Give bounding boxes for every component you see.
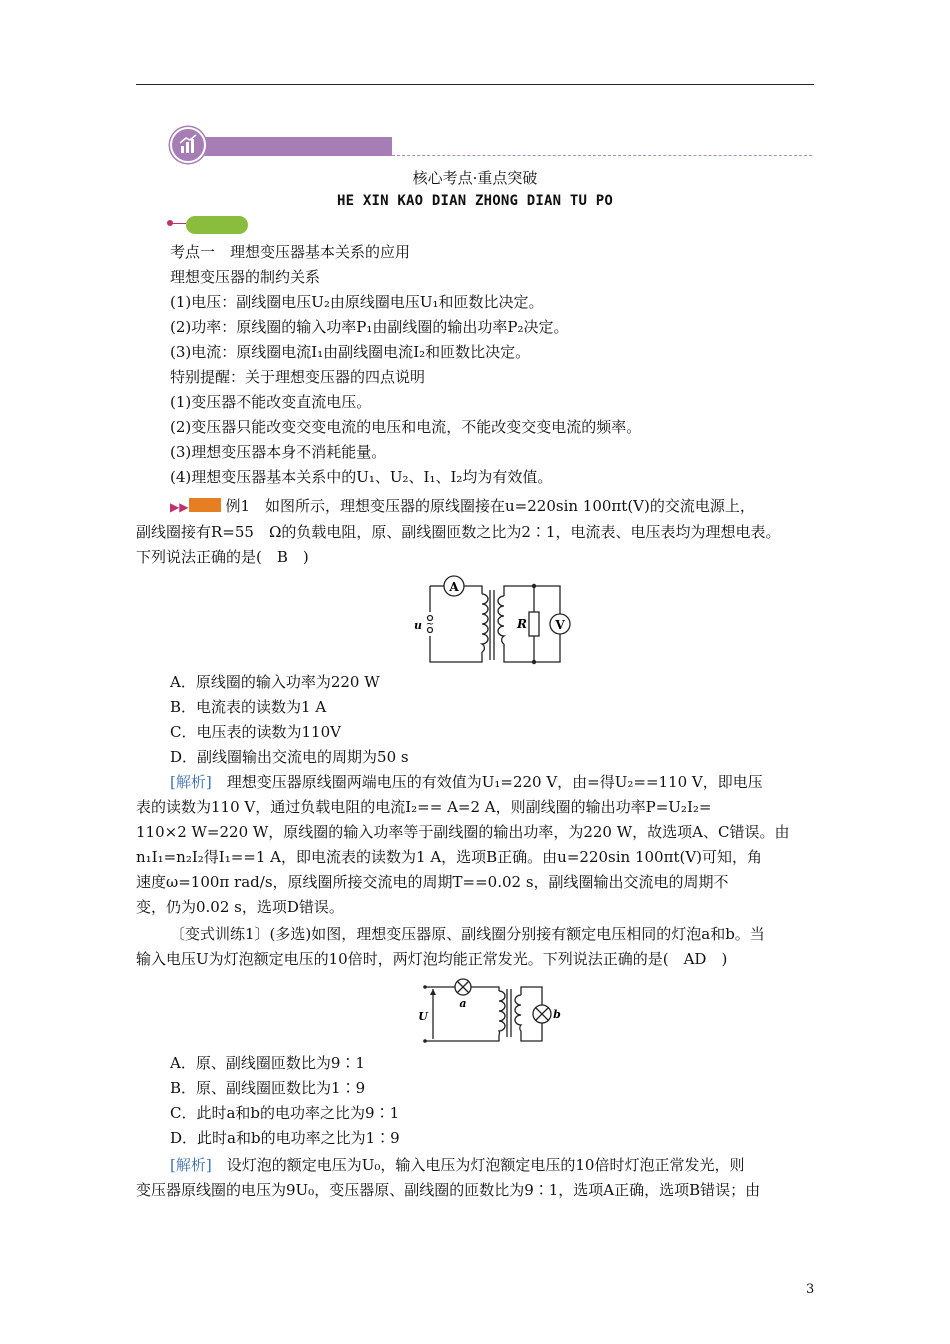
analysis-line	[170, 772, 763, 792]
page-title: 核心考点·重点突破	[412, 169, 538, 187]
relation-item: (2)功率：原线圈的输入功率P₁由副线圈的输出功率P₂决定。	[170, 318, 569, 336]
banner-bar	[180, 137, 392, 156]
option: C．电压表的读数为110V	[170, 723, 341, 741]
example-1-line: 副线圈接有R=55 Ω的负载电阻，原、副线圈匝数之比为2∶1，电流表、电压表均为理想电表。	[136, 523, 781, 541]
ammeter-label: A	[449, 580, 459, 594]
example-tag	[189, 498, 221, 512]
note-item: (3)理想变压器本身不消耗能量。	[170, 443, 387, 461]
example-1-text: 例1 如图所示，理想变压器的原线圈接在u=220sin 100πt(V)的交流电源上，	[225, 497, 755, 515]
option: B．原、副线圈匝数比为1∶9	[170, 1079, 366, 1097]
example-1-line	[170, 496, 755, 517]
header-rule	[136, 84, 814, 85]
analysis-text: 理想变压器原线圈两端电压的有效值为U₁=220 V，由=得U₂==110 V，即电压	[211, 773, 763, 791]
note-item: (2)变压器只能改变交变电流的电压和电流，不能改变交变电流的频率。	[170, 418, 642, 436]
input-voltage-label: U	[418, 1010, 428, 1023]
analysis-line: 变，仍为0.02 s，选项D错误。	[136, 898, 344, 916]
note-item: (1)变压器不能改变直流电压。	[170, 393, 372, 411]
analysis-tag: [解析]	[170, 1156, 212, 1174]
page-number: 3	[806, 1282, 815, 1297]
analysis-line: 速度ω=100π rad/s，原线圈所接交流电的周期T==0.02 s，副线圈输出交流电的周期不	[136, 873, 729, 891]
voltmeter-label: V	[555, 618, 565, 632]
option: A．原、副线圈匝数比为9∶1	[170, 1054, 365, 1072]
analysis-line: 110×2 W=220 W，原线圈的输入功率等于副线圈的输出功率，为220 W，故选项A、C错误。由	[136, 823, 790, 841]
section-banner	[170, 127, 392, 157]
analysis-tag: [解析]	[170, 773, 212, 791]
bulb-a-label: a	[459, 997, 467, 1010]
source-label: u	[414, 619, 422, 632]
option: C．此时a和b的电功率之比为9∶1	[170, 1104, 400, 1122]
tag-pointer	[170, 223, 186, 224]
note-title: 特别提醒：关于理想变压器的四点说明	[170, 368, 426, 386]
variant-line: 输入电压U为灯泡额定电压的10倍时，两灯泡均能正常发光。下列说法正确的是( AD )	[136, 950, 728, 968]
example-1-line: 下列说法正确的是( B )	[136, 548, 309, 566]
option: B．电流表的读数为1 A	[170, 698, 327, 716]
section-tag	[186, 216, 248, 234]
banner-dashed-rule	[392, 155, 812, 156]
analysis-line	[170, 1155, 744, 1175]
section-subheading: 理想变压器的制约关系	[170, 268, 321, 286]
ac-tilde: ~	[425, 619, 435, 630]
bulb-b-label: b	[553, 1008, 561, 1021]
resistor-label: R	[517, 617, 527, 631]
analysis-line: 表的读数为110 V，通过负载电阻的电流I₂== A=2 A，则副线圈的输出功率P=U₂I₂=	[136, 798, 712, 816]
relation-item: (3)电流：原线圈电流I₁由副线圈电流I₂和匝数比决定。	[170, 343, 531, 361]
option: A．原线圈的输入功率为220 W	[170, 673, 380, 691]
analysis-line: n₁I₁=n₂I₂得I₁==1 A，即电流表的读数为1 A，选项B正确。由u=220sin 100πt(V)可知，角	[136, 848, 763, 866]
variant-line: 〔变式训练1〕(多选)如图，理想变压器原、副线圈分别接有额定电压相同的灯泡a和b。当	[170, 925, 765, 943]
bulb-transformer-figure	[415, 975, 575, 1050]
option: D．此时a和b的电功率之比为1∶9	[170, 1129, 400, 1147]
analysis-line: 变压器原线圈的电压为9U₀，变压器原、副线圈的匝数比为9∶1，选项A正确，选项B错误；由	[136, 1181, 761, 1199]
relation-item: (1)电压：副线圈电压U₂由原线圈电压U₁和匝数比决定。	[170, 293, 544, 311]
option: D．副线圈输出交流电的周期为50 s	[170, 748, 409, 766]
page-title-pinyin: HE XIN KAO DIAN ZHONG DIAN TU PO	[336, 193, 614, 209]
double-arrow-icon: ▶▶	[170, 500, 189, 514]
analysis-text: 设灯泡的额定电压为U₀，输入电压为灯泡额定电压的10倍时灯泡正常发光，则	[211, 1156, 745, 1174]
section-heading: 考点一 理想变压器基本关系的应用	[170, 243, 411, 261]
note-item: (4)理想变压器基本关系中的U₁、U₂、I₁、I₂均为有效值。	[170, 468, 553, 486]
transformer-circuit-figure	[410, 574, 580, 668]
chart-icon	[170, 127, 206, 163]
